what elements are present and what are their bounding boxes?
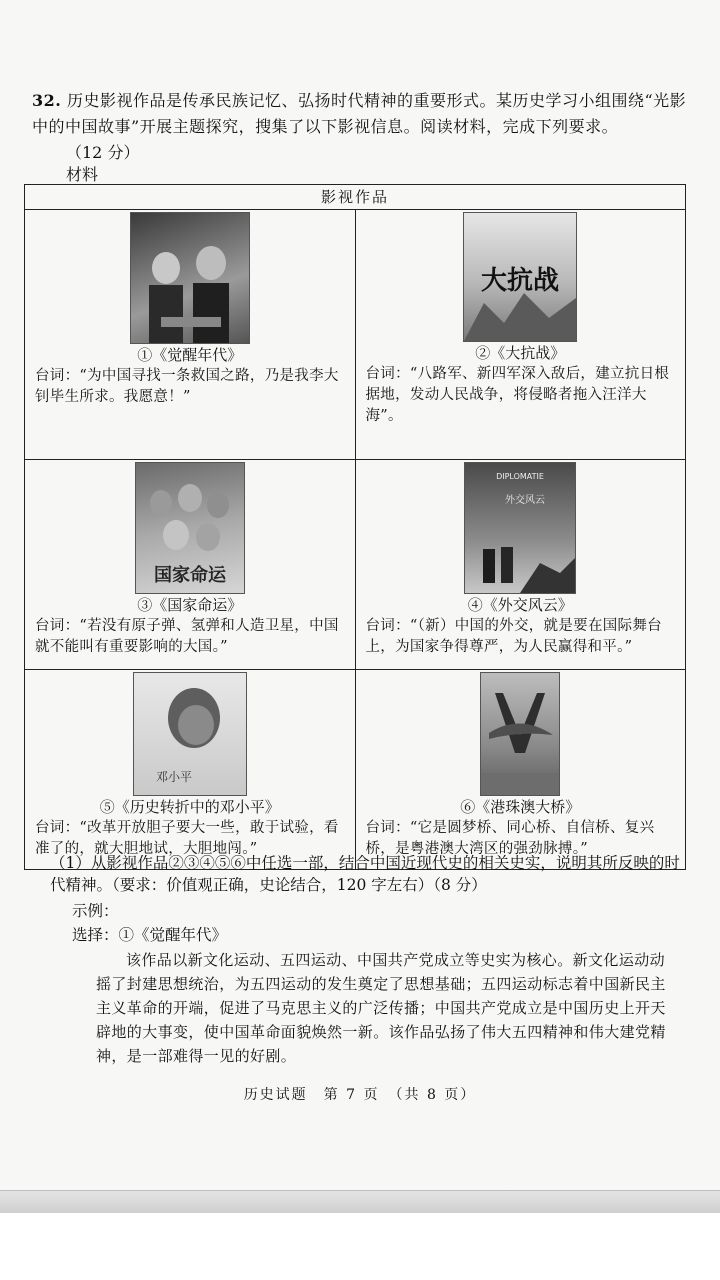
example-choice: 选择：①《觉醒年代》 bbox=[72, 926, 228, 944]
film-cell bbox=[355, 210, 686, 460]
poster-text: 大抗战 bbox=[481, 266, 560, 296]
poster-image bbox=[135, 462, 245, 594]
poster-text: DIPLOMATIE bbox=[496, 472, 545, 481]
viewer-bottom-bar bbox=[0, 1190, 720, 1213]
film-title: ③《国家命运》 bbox=[137, 596, 243, 614]
question-stem bbox=[32, 88, 692, 140]
poster-text: 国家命运 bbox=[153, 565, 226, 586]
film-title: ②《大抗战》 bbox=[475, 344, 566, 362]
material-label: 材料 bbox=[66, 165, 99, 184]
subquestion-1: （1）从影视作品②③④⑤⑥中任选一部，结合中国近现代史的相关史实，说明其所反映的时代精神。（要求：价值观正确，史论结合，120 字左右）（8 分） bbox=[50, 854, 680, 894]
film-quote: 台词：“为中国寻找一条救国之路，乃是我李大钊毕生所求。我愿意！” bbox=[35, 368, 339, 405]
question-text: 历史影视作品是传承民族记忆、弘扬时代精神的重要形式。某历史学习小组围绕“光影中的中国故事”开展主题探究，搜集了以下影视信息。阅读材料，完成下列要求。 bbox=[32, 91, 687, 136]
film-cell bbox=[25, 210, 356, 460]
film-cell bbox=[25, 670, 356, 870]
example-answer: 该作品以新文化运动、五四运动、中国共产党成立等史实为核心。新文化运动动摇了封建思想统治，为五四运动的发生奠定了思想基础；五四运动标志着中国新民主主义革命的开端，促进了马克思主义的广泛传播；中国共产党成立是中国历史上开天辟地的大事变，使中国革命面貌焕然一新。该作品弘扬了伟大五四精神和伟大建党精神，是一部难得一见的好剧。 bbox=[96, 951, 666, 1065]
poster-image bbox=[464, 462, 576, 594]
poster-image bbox=[130, 212, 250, 344]
poster-image bbox=[133, 672, 247, 796]
film-cell bbox=[25, 460, 356, 670]
film-cell bbox=[355, 460, 686, 670]
poster-image bbox=[463, 212, 577, 342]
poster-text: 邓小平 bbox=[155, 770, 192, 784]
poster-image bbox=[480, 672, 560, 796]
film-table bbox=[24, 184, 686, 870]
film-quote: 台词：“改革开放胆子要大一些，敢于试验，看准了的，就大胆地试，大胆地闯。” bbox=[35, 820, 339, 857]
film-title: ⑥《港珠澳大桥》 bbox=[460, 798, 581, 816]
poster-subtext: 外交风云 bbox=[505, 495, 546, 506]
page-footer: 历史试题 第 7 页 （共 8 页） bbox=[243, 1087, 477, 1103]
film-quote: 台词：“八路军、新四军深入敌后，建立抗日根据地，发动人民战争，将侵略者拖入汪洋大海”。 bbox=[365, 366, 670, 424]
film-title: ⑤《历史转折中的邓小平》 bbox=[99, 798, 280, 816]
question-score: （12 分） bbox=[66, 143, 140, 162]
example-label: 示例： bbox=[72, 902, 119, 920]
table-header: 影视作品 bbox=[25, 185, 686, 210]
film-title: ④《外交风云》 bbox=[467, 596, 573, 614]
film-quote: 台词：“若没有原子弹、氢弹和人造卫星，中国就不能叫有重要影响的大国。” bbox=[35, 618, 339, 655]
film-quote: 台词：“（新）中国的外交，就是要在国际舞台上，为国家争得尊严，为人民赢得和平。” bbox=[365, 618, 662, 655]
film-quote: 台词：“它是圆梦桥、同心桥、自信桥、复兴桥，是粤港澳大湾区的强劲脉搏。” bbox=[365, 820, 655, 857]
film-title: ①《觉醒年代》 bbox=[137, 346, 243, 364]
film-cell bbox=[355, 670, 686, 870]
question-number: 32. bbox=[32, 91, 62, 110]
